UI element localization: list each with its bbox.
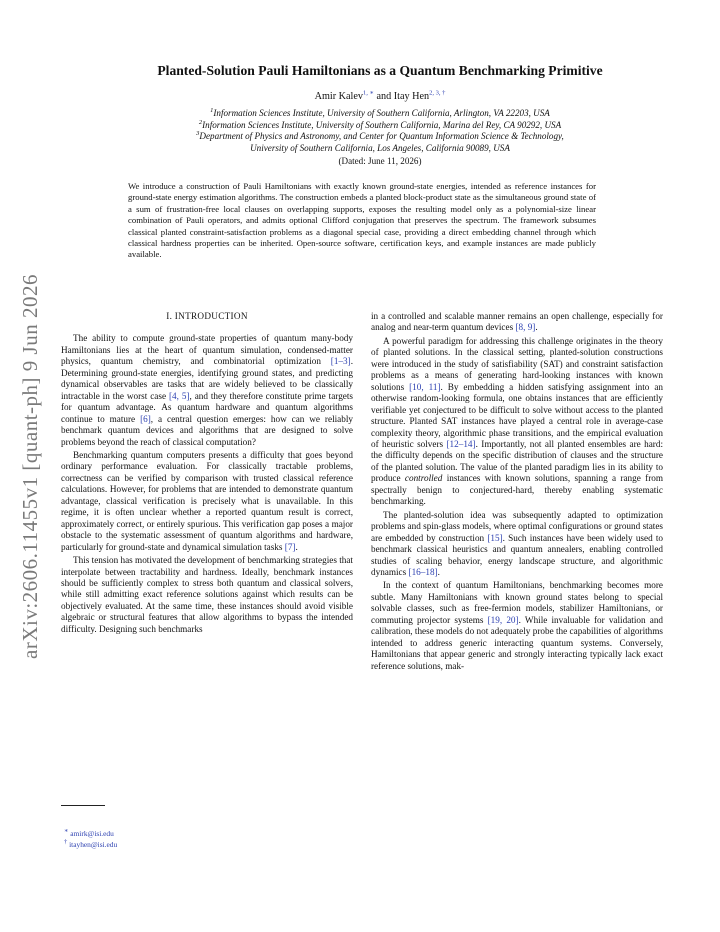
body-text: . Such instances have been widely used to benchmark classical heuristics and quantum annealers, enabling controlled studies of scaling behavior, energy landscape structure, and algorithmic dynamics	[371, 532, 664, 577]
body-text: . By embedding a hidden satisfying assignment into an otherwise random-looking formula, one obtains instances that are efficiently verifiable yet conjectured to be difficult to solve without access to the planted structure. Planted SAT instances have played a central role in average-case complexity theory, algorithmic phase transitions, and the empirical evaluation of heuristic solvers	[371, 381, 663, 449]
section-heading-introduction: I. INTRODUCTION	[166, 311, 248, 321]
citation-link[interactable]: [19, 20]	[487, 614, 519, 625]
footnote-email-link[interactable]: amirk@isi.edu	[70, 829, 114, 838]
body-text: .	[295, 541, 298, 552]
body-text: , and they therefore constitute prime targets for quantum advantage. As quantum hardware and quantum algorithms continue to mature	[61, 390, 353, 424]
author-1-superscript[interactable]: 1, ∗	[363, 89, 374, 97]
body-text: . Determining ground-state energies, identifying ground states, and predicting dynamical observables are tasks that are widely believed to be classically intractable in the worst case	[61, 356, 353, 401]
body-text: The planted-solution idea was subsequently adapted to optimization problems and spin-glass models, where optimal configurations or ground states are embedded by construction	[371, 509, 663, 543]
body-text: This tension has motivated the development of benchmarking strategies that interpolate between tractability and hardness. Ideally, benchmark instances should be sufficiently complex to stress both quantum and classical solvers, while still admitting exact reference solutions against which results can be objectively evaluated. At the same time, these instances should avoid visible algebraic or structural features that allow algorithms to bypass the intended difficulty. Designing such benchmarks	[61, 555, 353, 634]
dated-line: (Dated: June 11, 2026)	[338, 156, 422, 166]
citation-link[interactable]: [6]	[140, 413, 151, 424]
paper-title: Planted-Solution Pauli Hamiltonians as a Quantum Benchmarking Primitive	[157, 63, 603, 78]
author-separator: and	[373, 91, 394, 102]
citation-link[interactable]: [10, 11]	[409, 381, 441, 392]
paragraph	[371, 510, 663, 579]
body-text: In the context of quantum Hamiltonians, benchmarking becomes more subtle. Many Hamiltonians with known ground states belong to special solvable classes, such as free-fermion models, stabilizer Hamiltonians, or commuting projector systems	[371, 580, 663, 625]
body-text: instances with known solutions, spanning a range from spectrally benign to conjectured-hard, thereby enabling systematic benchmarking.	[371, 473, 663, 507]
affiliations	[60, 108, 700, 154]
author-list	[60, 91, 700, 102]
affiliation-1: $^1$Information Sciences Institute, University of Southern California, Arlington, VA 22203, USA	[210, 106, 550, 118]
right-column	[371, 311, 663, 674]
footnote-1: ∗ amirk@isi.edu	[64, 827, 114, 838]
body-text: .	[535, 322, 538, 333]
citation-link[interactable]: [4, 5]	[168, 390, 190, 401]
footnotes	[64, 828, 117, 850]
author-1-name: Amir Kalev	[314, 91, 364, 102]
emphasis-text: controlled	[404, 473, 443, 484]
paragraph	[61, 333, 353, 448]
citation-link[interactable]: [12–14]	[446, 438, 476, 449]
footnote-email-link[interactable]: itayhen@isi.edu	[69, 840, 118, 849]
citation-link[interactable]: [1–3]	[330, 356, 351, 367]
affiliation-2: $^2$Information Sciences Institute, University of Southern California, Marina del Rey, CA 90292, USA	[198, 118, 562, 130]
author-2-name: Itay Hen	[393, 91, 430, 102]
citation-link[interactable]: [16–18]	[408, 566, 438, 577]
footnote-2: † itayhen@isi.edu	[64, 838, 118, 849]
paragraph	[371, 336, 663, 508]
affiliation-3: $^3$Department of Physics and Astronomy, and Center for Quantum Information Science & Technology,	[196, 129, 564, 141]
body-text: Benchmarking quantum computers presents a difficulty that goes beyond ordinary performance evaluation. For classically tractable problems, correctness can be verified by comparison with trusted classical reference calculations. However, for problems that are intended to demonstrate quantum advantage, classical verification is precisely what is unavailable. In this regime, it is often unclear whether a reported quantum result is correct, approximately correct, or entirely spurious. This verification gap poses a major obstacle to the systematic assessment of quantum algorithms and hardware, particularly for ground-state and dynamical simulation tasks	[61, 449, 353, 552]
body-text: .	[437, 566, 440, 577]
author-2-superscript[interactable]: 2, 3, †	[429, 89, 446, 97]
abstract: We introduce a construction of Pauli Hamiltonians with exactly known ground-state energies, intended as reference instances for ground-state energy estimation algorithms. The construction embeds a planted block-product state as the simultaneous ground state of a sum of frustration-free local clauses on overlapping supports, exposes the resulting model only as a polynomial-size linear combination of Pauli operators, and admits optional Clifford conjugation that preserves the spectrum. The framework subsumes classical planted constraint-satisfaction problems as a diagonal special case, providing a direct embedding channel through which classical hardness properties can be inherited. Open-source software, certification keys, and example instances are made publicly available.	[128, 181, 596, 260]
citation-link[interactable]: [7]	[284, 541, 296, 552]
body-text: The ability to compute ground-state properties of quantum many-body Hamiltonians lies at the heart of quantum simulation, condensed-matter physics, quantum chemistry, and combinatorial optimization	[61, 333, 353, 367]
left-column-body	[61, 333, 353, 635]
body-text: , a central question emerges: how can we reliably benchmark quantum devices and algorithms that are designed to solve problems beyond the reach of classical computation?	[61, 413, 353, 447]
paragraph	[61, 450, 353, 553]
arxiv-identifier-stamp	[12, 0, 48, 932]
affiliation-3-continued: University of Southern California, Los Angeles, California 90089, USA	[250, 142, 510, 153]
citation-link[interactable]: [8, 9]	[515, 322, 536, 333]
paragraph	[371, 311, 663, 334]
arxiv-identifier-text: arXiv:2606.11455v1 [quant-ph] 9 Jun 2026	[17, 273, 42, 659]
body-text: A powerful paradigm for addressing this challenge originates in the theory of planted solutions. In the classical setting, planted-solution constructions were introduced in the study of satisfiability (SAT) and constraint satisfaction problems as a means of generating hard-looking instances with known solutions	[371, 335, 663, 392]
body-text: . Importantly, not all planted ensembles are hard: the difficulty depends on the specific distribution of clauses and the structure of the planted solution. The value of the planted paradigm lies in its ability to produce	[371, 438, 663, 484]
citation-link[interactable]: [15]	[487, 532, 503, 543]
body-text: . While invaluable for validation and calibration, these models do not adequately probe the capabilities of algorithms intended to address generic interacting quantum systems. Conversely, Hamiltonians that appear generic and strongly interacting typically lack exact reference solutions, mak-	[371, 614, 664, 671]
paragraph	[61, 555, 353, 635]
left-column	[61, 311, 353, 637]
footnote-rule	[61, 805, 105, 806]
right-column-body	[371, 311, 663, 672]
body-text: in a controlled and scalable manner remains an open challenge, especially for analog and near-term quantum devices	[371, 311, 663, 333]
paragraph	[371, 580, 663, 672]
